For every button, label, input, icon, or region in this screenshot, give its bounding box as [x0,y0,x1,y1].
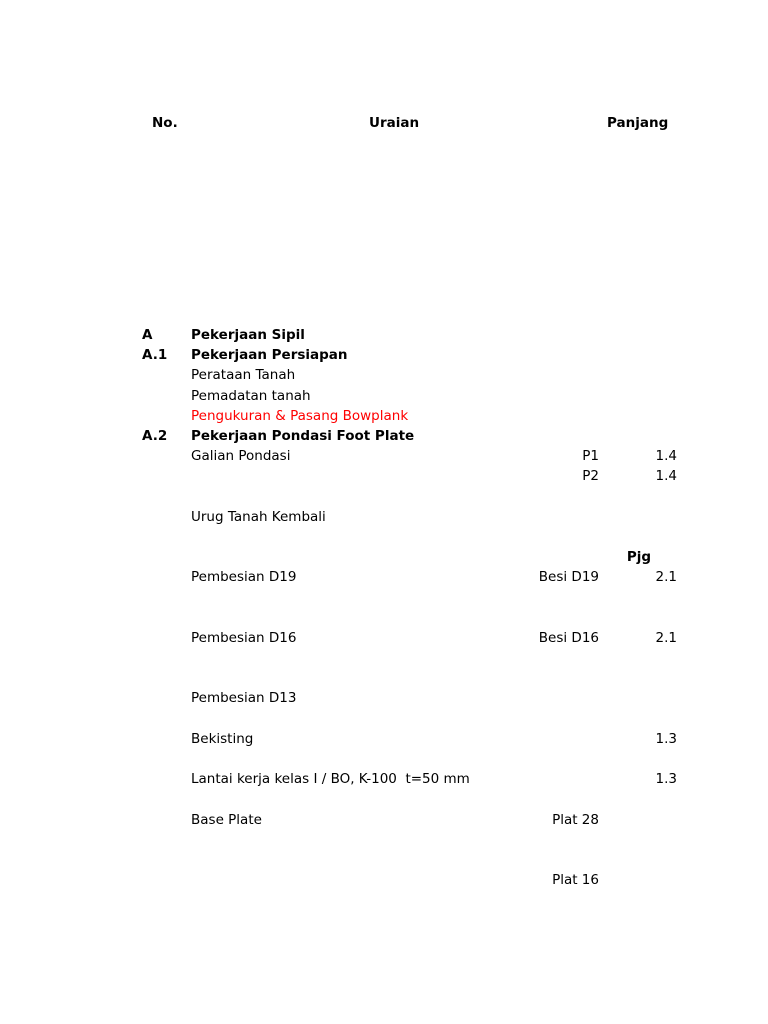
row-description-cell: Urug Tanah Kembali [191,508,326,525]
row-description-cell: Pemadatan tanah [191,387,311,404]
table-row [0,365,768,385]
row-description-cell: Galian Pondasi [191,448,291,465]
row-reference-cell: Besi D16 [538,629,599,646]
row-description-cell: Lantai kerja kelas I / BO, K-100 t=50 mm [191,771,470,788]
row-reference-cell: P2 [582,468,599,485]
row-description-cell: Base Plate [191,811,262,828]
row-length-cell: 1.3 [655,771,677,788]
table-row [0,729,768,749]
row-description-cell: Pekerjaan Sipil [191,327,305,343]
row-length-cell: Pjg [626,549,652,566]
column-header-no: No. [152,115,178,131]
table-row [0,830,768,850]
row-description-cell: Perataan Tanah [191,367,296,384]
table-row [0,466,768,486]
table-row [0,628,768,648]
table-row [0,789,768,809]
row-description-cell: Pembesian D16 [191,629,297,646]
table-body [0,325,768,890]
row-reference-cell: Plat 28 [552,811,599,828]
table-row [0,870,768,890]
table-row [0,688,768,708]
table-row [0,406,768,426]
row-reference-cell: Besi D19 [538,569,599,586]
row-length-cell: 1.4 [655,468,677,485]
row-length-cell: 2.1 [655,629,677,646]
table-row [0,567,768,587]
row-description-cell: Pengukuran & Pasang Bowplank [191,407,409,424]
table-row [0,507,768,527]
row-reference-cell: Plat 16 [552,872,599,889]
row-description-cell: Pembesian D13 [191,690,297,707]
table-row [0,487,768,507]
table-row [0,749,768,769]
row-number-cell: A [142,327,153,343]
table-row [0,547,768,567]
table-row [0,648,768,668]
row-number-cell: A.2 [142,427,168,444]
table-row [0,709,768,729]
row-number-cell: A.1 [142,347,168,364]
row-reference-cell: P1 [582,448,599,465]
table-row [0,668,768,688]
table-row [0,527,768,547]
row-description-cell: Pekerjaan Pondasi Foot Plate [191,427,415,444]
table-row [0,810,768,830]
table-row [0,446,768,466]
table-row [0,850,768,870]
table-row [0,345,768,365]
table-row [0,587,768,607]
row-length-cell: 1.3 [655,730,677,747]
column-header-panjang: Panjang [607,115,669,131]
column-header-uraian: Uraian [369,115,420,131]
table-row [0,426,768,446]
row-length-cell: 2.1 [655,569,677,586]
table-row [0,608,768,628]
table-row [0,386,768,406]
row-length-cell: 1.4 [655,448,677,465]
table-row [0,325,768,345]
row-description-cell: Pembesian D19 [191,569,297,586]
table-row [0,769,768,789]
row-description-cell: Pekerjaan Persiapan [191,347,348,364]
row-description-cell: Bekisting [191,730,254,747]
